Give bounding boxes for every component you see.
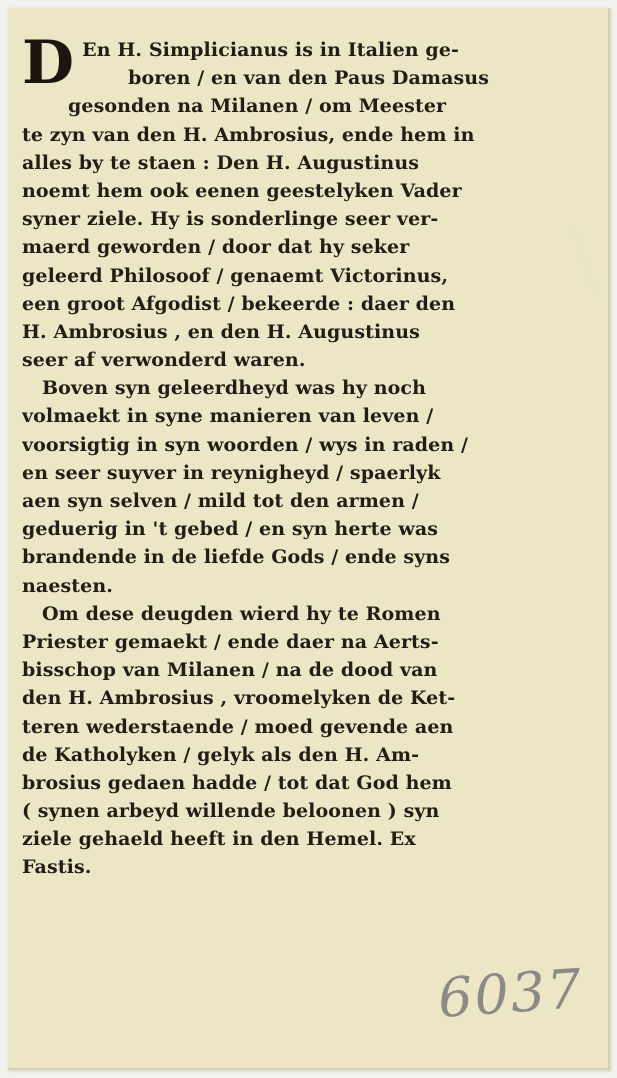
text-line: gesonden na Milanen / om Meester [68, 95, 447, 118]
text-line: Om dese deugden wierd hy te Romen [42, 602, 441, 625]
text-line: brandende in de liefde Gods / ende syns [22, 546, 451, 569]
text-line: ( synen arbeyd willende beloonen ) syn [22, 800, 440, 823]
text-line: ziele gehaeld heeft in den Hemel. Ex [22, 828, 416, 851]
text-line: Boven syn geleerdheyd was hy noch [42, 377, 426, 400]
text-line: boren / en van den Paus Damasus [128, 67, 490, 90]
text-line: En H. Simplicianus is in Italien ge- [82, 39, 459, 61]
text-line: seer af verwonderd waren. [22, 349, 306, 372]
text-line: voorsigtig in syn woorden / wys in raden / [22, 433, 468, 456]
text-line: den H. Ambrosius , vroomelyken de Ket- [22, 687, 456, 710]
text-line: teren wederstaende / moed gevende aen [22, 715, 454, 738]
text-line: volmaekt in syne manieren van leven / [22, 405, 434, 428]
text-line: een groot Afgodist / bekeerde : daer den [22, 292, 456, 315]
drop-cap: D [22, 28, 75, 98]
inventory-number: 6037 [435, 957, 586, 1030]
clipping-text [22, 28, 582, 882]
text-line: geleerd Philosoof / genaemt Victorinus, [22, 264, 449, 287]
text-line: brosius gedaen hadde / tot dat God hem [22, 771, 452, 794]
text-line: maerd geworden / door dat hy seker [22, 236, 410, 259]
text-line: geduerig in 't gebed / en syn herte was [22, 518, 439, 541]
text-line: bisschop van Milanen / na de dood van [22, 659, 438, 682]
text-line: aen syn selven / mild tot den armen / [22, 490, 419, 512]
text-line: Fastis. [22, 856, 92, 879]
text-line: alles by te staen : Den H. Augustinus [22, 151, 420, 174]
text-line: syner ziele. Hy is sonderlinge seer ver- [22, 208, 439, 231]
text-line: de Katholyken / gelyk als den H. Am- [22, 743, 420, 766]
text-line: te zyn van den H. Ambrosius, ende hem in [22, 123, 475, 146]
text-line: noemt hem ook eenen geestelyken Vader [22, 179, 462, 202]
text-line: naesten. [22, 574, 114, 597]
text-line: H. Ambrosius , en den H. Augustinus [22, 320, 420, 343]
text-line: Priester gemaekt / ende daer na Aerts- [22, 630, 439, 653]
text-line: en seer suyver in reynigheyd / spaerlyk [22, 461, 441, 484]
